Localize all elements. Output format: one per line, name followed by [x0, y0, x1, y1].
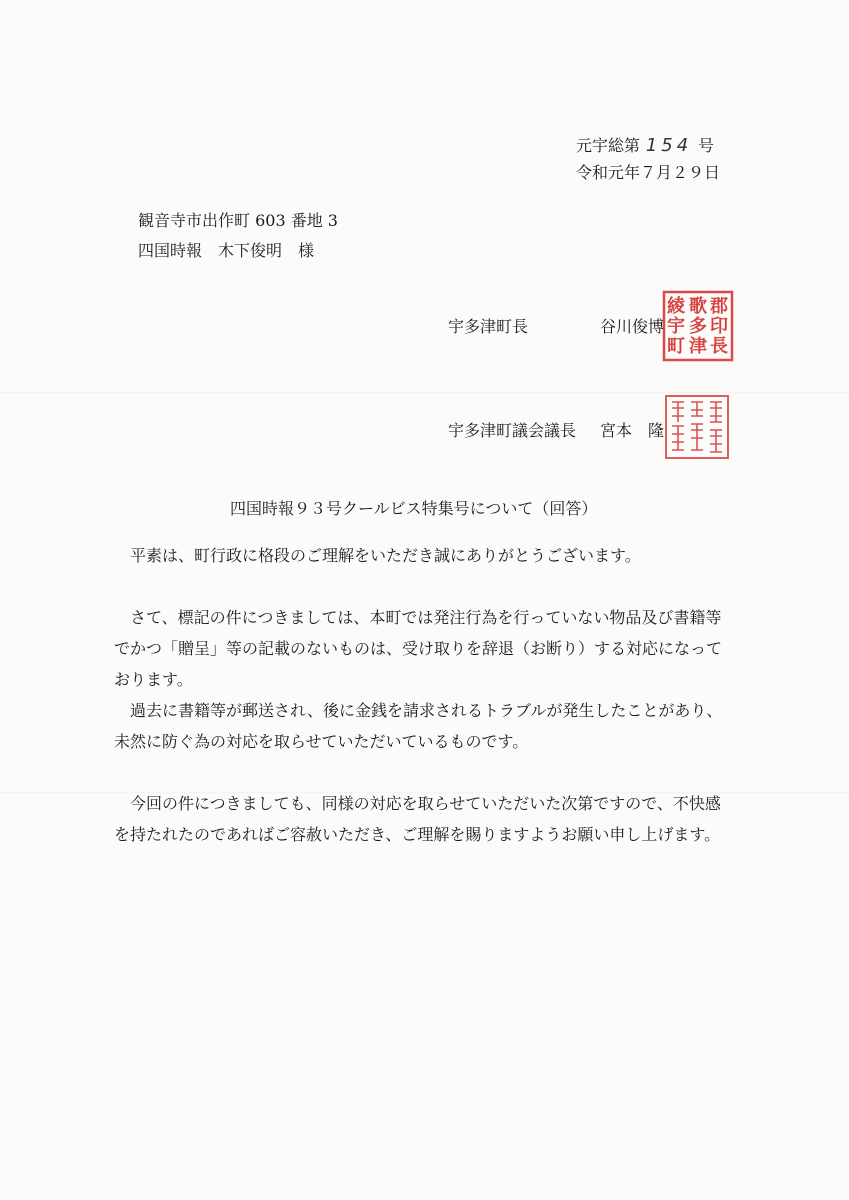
body-paragraph: 過去に書籍等が郵送され、後に金銭を請求されるトラブルが発生したことがあり、未然に防ぐ為の対応を取らせていただいているものです。: [114, 701, 723, 751]
letter-body: [114, 540, 734, 850]
svg-text:郡: 郡: [710, 296, 728, 317]
sender-mayor-title: 宇多津町長: [448, 317, 529, 336]
reference-number: [576, 133, 714, 156]
svg-text:歌: 歌: [689, 296, 707, 317]
body-paragraph: さて、標記の件につきましては、本町では発注行為を行っていない物品及び書籍等でかつ「贈呈」等の記載のないものは、受け取りを辞退（お断り）する対応になっております。: [114, 608, 723, 689]
letter-subject: 四国時報９３号クールビス特集号について（回答）: [230, 499, 598, 518]
svg-text:津: 津: [689, 336, 707, 357]
mayor-seal-icon: [662, 290, 734, 362]
letter-date: 令和元年７月２９日: [576, 163, 721, 182]
recipient-name: 四国時報 木下俊明 様: [138, 241, 315, 260]
reference-prefix: 元宇総第: [576, 136, 641, 155]
recipient-address: 観音寺市出作町 603 番地 3: [138, 211, 338, 230]
body-paragraph: 今回の件につきましても、同様の対応を取らせていただいた次第ですので、不快感を持たれたのであればご容赦いただき、ご理解を賜りますようお願い申し上げます。: [114, 794, 721, 844]
svg-text:宇: 宇: [667, 316, 685, 337]
svg-text:町: 町: [667, 336, 685, 357]
svg-text:綾: 綾: [667, 296, 685, 317]
reference-suffix: 号: [698, 136, 715, 155]
sender-chair-name: 宮本 隆: [600, 421, 665, 440]
sender-mayor-name: 谷川俊博: [600, 317, 665, 336]
svg-text:長: 長: [710, 336, 728, 357]
reference-number-handwritten: 154: [645, 135, 693, 156]
svg-text:印: 印: [710, 316, 728, 337]
sender-chair-title: 宇多津町議会議長: [448, 421, 577, 440]
svg-text:多: 多: [689, 316, 707, 337]
body-paragraph: 平素は、町行政に格段のご理解をいただき誠にありがとうございます。: [130, 546, 641, 565]
council-seal-icon: [664, 394, 730, 460]
